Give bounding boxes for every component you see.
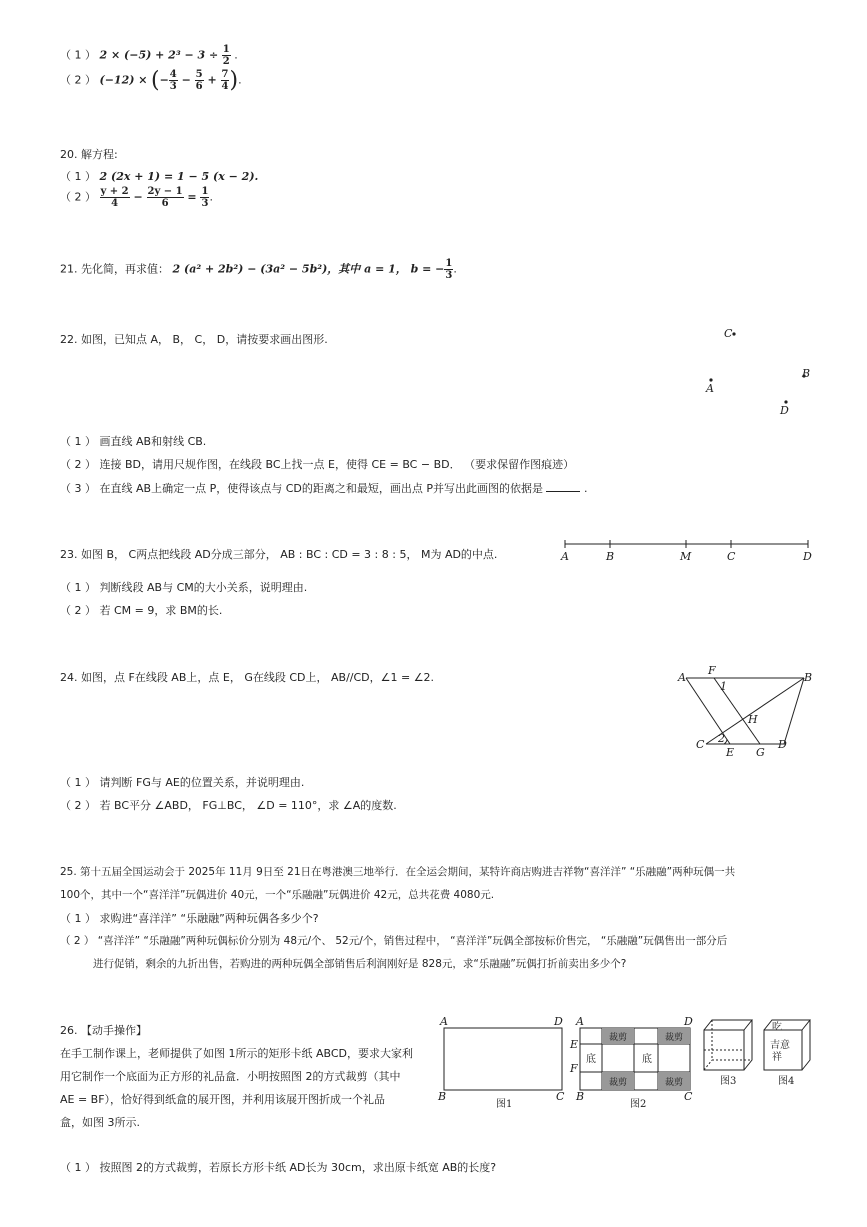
label-d: D [778, 738, 787, 751]
label-b: B [438, 1090, 447, 1103]
period: . [238, 73, 242, 87]
period: . [453, 262, 457, 276]
q25-line1: 25. 第十五届全国运动会于 2025年 11月 9日至 21日在粤港澳三地举行．在全运会期间，某特许商店购进吉祥物“喜洋洋” “乐融融”两种玩偶一共 [60, 866, 736, 878]
period: . [583, 482, 588, 495]
fraction [147, 186, 184, 209]
denominator: 4 [111, 198, 119, 209]
part-index: （ 2 ） [60, 190, 96, 204]
label-h: H [748, 713, 758, 726]
label-f: F [570, 1062, 578, 1075]
caption-fig2: 图2 [630, 1099, 647, 1110]
part-index: （ 1 ） [60, 435, 96, 448]
caption-fig1: 图1 [496, 1099, 513, 1110]
numerator: 1 [201, 186, 209, 197]
q26-line3: AE = BF），恰好得到纸盒的展开图，并利用该展开图折成一个礼品 [60, 1093, 386, 1106]
label-m: M [680, 550, 692, 563]
question-prefix: 21. 先化简，再求值： [60, 262, 169, 276]
q25-part1 [60, 910, 319, 926]
part-index: （ 2 ） [60, 935, 95, 947]
label-b: B [804, 671, 813, 684]
q26-line4: 盒，如图 3所示. [60, 1116, 140, 1129]
point-a-label: A [706, 382, 714, 395]
denominator: 6 [195, 81, 203, 92]
period: . [209, 190, 213, 204]
denominator: 4 [221, 81, 229, 92]
label-e: E [570, 1038, 579, 1051]
numerator: 7 [221, 69, 229, 80]
part-index: （ 1 ） [60, 581, 96, 594]
q24-title: 24. 如图，点 F在线段 AB上，点 E， G在线段 CD上， AB//CD，∠1 = ∠2. [60, 671, 435, 684]
numerator: 1 [222, 44, 230, 55]
label-g: G [756, 746, 765, 759]
cube-hidden-edges [712, 1020, 752, 1060]
q24-figure [676, 662, 816, 760]
q26-part1 [60, 1159, 496, 1175]
point-c-label: C [724, 327, 733, 340]
label-f: F [708, 664, 716, 677]
part-index: （ 3 ） [60, 482, 96, 495]
math-expression: 2 (a² + 2b²) − (3a² − 5b²)，其中 a = 1， b = − [172, 262, 445, 276]
part-text: 连接 BD，请用尺规作图，在线段 BC上找一点 E，使得 CE = BC − BD． （要求保留作图痕迹） [99, 458, 575, 471]
equals-sign: = [183, 190, 201, 204]
part-text: 若 BC平分 ∠ABD， FG⊥BC， ∠D = 110°，求 ∠A的度数. [99, 799, 397, 812]
label-c: C [556, 1090, 565, 1103]
q26-figure-4 [758, 1016, 816, 1090]
label-a: A [576, 1016, 584, 1028]
q26-figure-1 [436, 1016, 570, 1110]
part-text: “喜洋洋” “乐融融”两种玩偶标价分别为 48元/个、 52元/个，销售过程中， “喜洋洋”玩偶全部按标价售完， “乐融融”玩偶售出一部分后 [97, 935, 728, 947]
denominator: 6 [161, 198, 169, 209]
q26-figure-2 [568, 1016, 700, 1110]
q20-title: 20. 解方程: [60, 148, 118, 161]
fraction [195, 69, 204, 92]
denominator: 2 [222, 56, 230, 67]
point-d-label: D [780, 404, 789, 417]
part-text: 若 CM = 9，求 BM的长. [99, 604, 223, 617]
minus-sign: − [129, 190, 147, 204]
answer-blank[interactable] [546, 481, 580, 492]
part-index: （ 1 ） [60, 776, 96, 789]
q21-line [60, 258, 457, 281]
paren-close: ) [229, 68, 239, 93]
q23-title: 23. 如图 B， C两点把线段 AD分成三部分， AB : BC : CD = 3 : 8 : 5， M为 AD的中点. [60, 548, 498, 561]
part-text: 判断线段 AB与 CM的大小关系，说明理由. [99, 581, 308, 594]
denominator: 3 [169, 81, 177, 92]
period: . [234, 48, 238, 62]
label-c: C [727, 550, 736, 563]
bottom-label-2: 底 [642, 1054, 652, 1065]
fraction [222, 44, 231, 67]
caption-fig3: 图3 [720, 1076, 737, 1087]
part-text: 请判断 FG与 AE的位置关系，并说明理由. [99, 776, 305, 789]
part-index: （ 2 ） [60, 458, 96, 471]
label-e: E [726, 746, 735, 759]
part-text: 按照图 2的方式裁剪，若原长方形卡纸 AD长为 30cm，求出原卡纸宽 AB的长度? [99, 1161, 497, 1174]
box-text-low: 祥 [772, 1052, 782, 1063]
minus-sign: − [159, 73, 169, 87]
part-index: （ 2 ） [60, 604, 96, 617]
label-c: C [684, 1090, 693, 1103]
q19-part1 [60, 44, 238, 67]
q25-part2 [60, 933, 727, 948]
q22-part2 [60, 456, 574, 472]
fraction [169, 69, 178, 92]
point-b-label: B [802, 367, 811, 380]
cube-top [704, 1020, 752, 1030]
numerator: 1 [445, 258, 453, 269]
q26-figure-3 [698, 1016, 758, 1090]
box-text-top: 吃 [772, 1022, 782, 1033]
cut-label-1: 裁剪 [609, 1033, 628, 1043]
q24-part1 [60, 774, 304, 790]
q22-part3 [60, 480, 587, 496]
q26-line2: 用它制作一个底面为正方形的礼品盒．小明按照图 2的方式裁剪（其中 [60, 1070, 401, 1083]
math-expression: (−12) × [99, 73, 148, 87]
point-c [732, 332, 735, 335]
caption-fig4: 图4 [778, 1076, 795, 1087]
part-text: 画直线 AB和射线 CB. [99, 435, 207, 448]
q24-part2 [60, 797, 397, 813]
cut-label-4: 裁剪 [665, 1078, 684, 1088]
q23-part2 [60, 602, 222, 618]
part-text: 求购进“喜洋洋” “乐融融”两种玩偶各多少个? [99, 912, 319, 925]
q22-part1 [60, 433, 206, 449]
denominator: 3 [445, 270, 453, 281]
plus-sign: + [203, 73, 221, 87]
q20-part1 [60, 168, 258, 184]
cut-label-3: 裁剪 [609, 1078, 628, 1088]
math-expression: 2 × (−5) + 2³ − 3 ÷ [99, 48, 219, 62]
cube-hidden-edge [704, 1060, 712, 1070]
math-expression: 2 (2x + 1) = 1 − 5 (x − 2). [99, 170, 259, 183]
numerator: y + 2 [100, 186, 129, 197]
label-b: B [606, 550, 615, 563]
label-d: D [684, 1016, 693, 1028]
q22-figure [690, 318, 820, 423]
fraction [100, 186, 130, 209]
numerator: 2y − 1 [147, 186, 183, 197]
part-index: （ 1 ） [60, 170, 96, 183]
q23-part1 [60, 579, 307, 595]
part-index: （ 2 ） [60, 799, 96, 812]
numerator: 5 [195, 69, 203, 80]
q26-line1: 在手工制作课上，老师提供了如图 1所示的矩形卡纸 ABCD，要求大家利 [60, 1047, 414, 1060]
label-a: A [561, 550, 569, 563]
q26-title: 26. 【动手操作】 [60, 1024, 147, 1037]
box-top [764, 1020, 810, 1030]
part-index: （ 1 ） [60, 912, 96, 925]
bottom-label-1: 底 [586, 1054, 596, 1065]
part-index: （ 1 ） [60, 48, 96, 62]
part-index: （ 1 ） [60, 1161, 96, 1174]
label-c: C [696, 738, 705, 751]
q19-part2 [60, 68, 242, 93]
q20-part2 [60, 186, 213, 209]
q25-part2-cont: 进行促销，剩余的九折出售，若购进的两种玩偶全部销售后利润刚好是 828元，求“乐融融”玩偶打折前卖出多少个? [93, 958, 627, 970]
box-side [802, 1020, 810, 1070]
q23-figure [560, 536, 815, 564]
label-d: D [803, 550, 812, 563]
rectangle-abcd [444, 1028, 562, 1090]
denominator: 3 [201, 198, 209, 209]
label-b: B [576, 1090, 585, 1103]
label-angle-2: 2 [718, 732, 725, 745]
label-d: D [554, 1016, 563, 1028]
minus-sign: − [177, 73, 195, 87]
label-a: A [440, 1016, 448, 1028]
numerator: 4 [169, 69, 177, 80]
part-index: （ 2 ） [60, 73, 96, 87]
label-angle-1: 1 [720, 680, 727, 693]
line-bd [784, 678, 804, 744]
label-a: A [678, 671, 686, 684]
cube-side [744, 1020, 752, 1070]
part-text: 在直线 AB上确定一点 P，使得该点与 CD的距离之和最短，画出点 P并写出此画图的依据是 [99, 482, 543, 495]
paren-open: ( [150, 68, 160, 93]
q22-title: 22. 如图，已知点 A， B， C， D，请按要求画出图形. [60, 333, 328, 346]
cut-label-2: 裁剪 [665, 1033, 684, 1043]
box-text-mid: 吉意 [770, 1040, 790, 1051]
q25-line2: 100个，其中一个“喜洋洋”玩偶进价 40元，一个“乐融融”玩偶进价 42元，总共花费 4080元. [60, 889, 495, 901]
